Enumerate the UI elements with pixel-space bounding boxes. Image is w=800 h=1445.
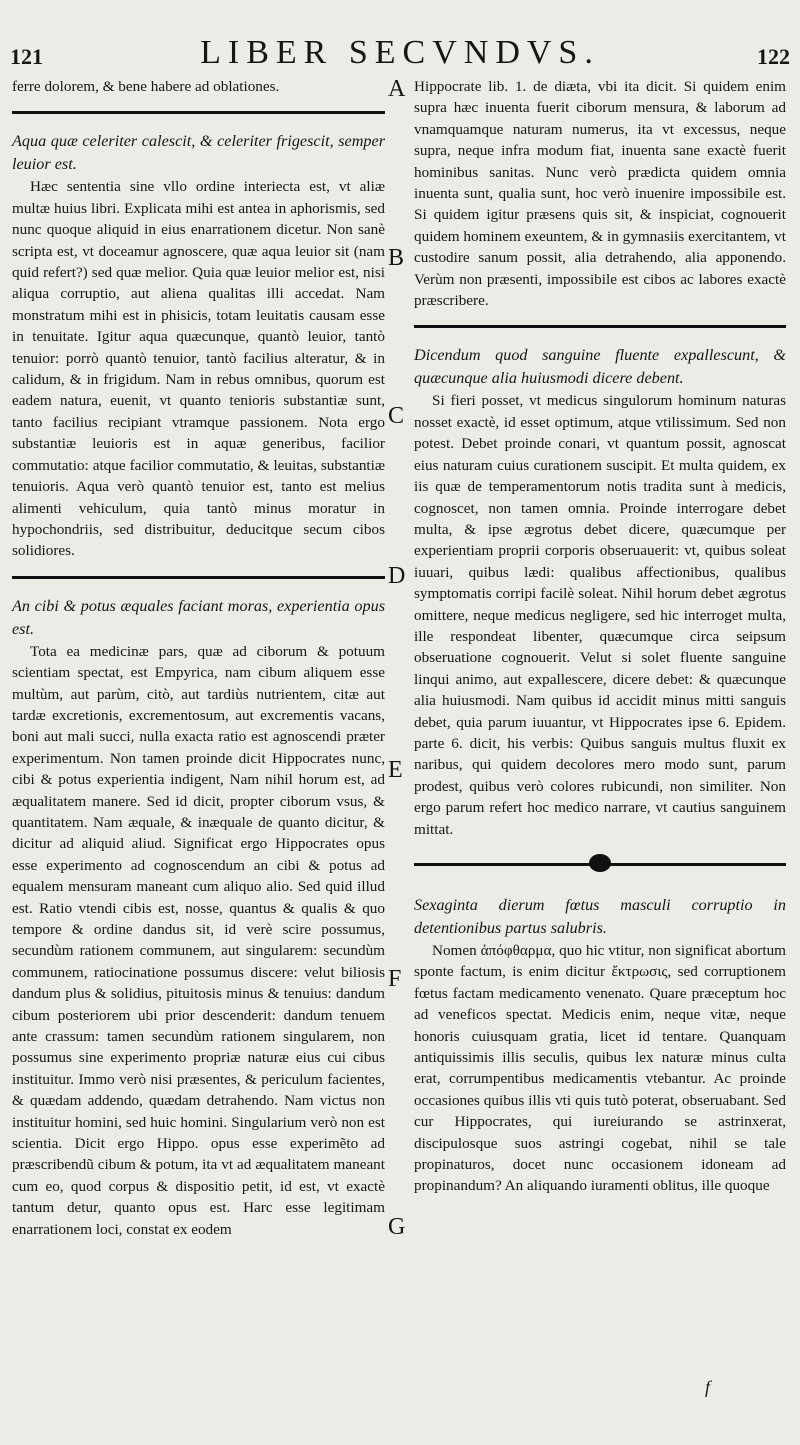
left-intro-line: ferre dolorem, & bene habere ad oblationes. [12, 78, 280, 95]
page-number-right: 122 [757, 44, 790, 69]
section-text: Nomen ἀπόφθαρμα, quo hic vtitur, non significat abortum sponte factum, is enim dicitur ἔκτρωσις, sed corruptionem fœtus factam medicamento venenato. Quare præceptum hoc ad veneficos spectat. Medicis enim, neque vitæ, neque honoris cuiusquam gratia, licet id tentare. Quanquam antiquissimis illis seculis, quibus lex naturæ minus culta erat, corrumpentibus medicamentis vtebantur. Ac proinde occasiones quibus illis vti quis tutò poterat, obseruabant. Sed cur Hippocrates, qui iureiurando se astrinxerat, discipulosque suos astringi cogebat, nihil se tale propinaturos, docet nunc occasionem idoneam ad propinandum? An aliquando iuramenti oblitus, ille quoque [414, 942, 786, 1195]
page-number-left: 121 [10, 44, 43, 69]
right-column [414, 76, 786, 1197]
section-text: Tota ea medicinæ pars, quæ ad ciborum & potuum scientiam spectat, est Empyrica, nam cibum aliquem esse multùm, aut parùm, citò, aut tardiùs nutrientem, citæ aut tardæ excretionis, excrementosum, aut excrementis vacans, boni aut mali succi, nulla exacta ratio est agnoscendi præter experimentum. Non tamen proinde dicit Hippocrates nunc, cibi & potus experientia indigent, Nam nihil horum est, ad æqualitatem manere. Sed id dicit, propter ciborum vsus, & quantitatem. Nam æquale, & inæquale de quanto dicitur, & dicitur ad aliquid aliud. Significat ergo Hippocrates opus esse experimento ad cognoscendum an cibi & potus ad equalem mensuram maneant cum aliquo alio. Sed quid illud est. Ratio vtendi cibis est, nosse, quantus & qualis & quo tempore & ordine dandus sit, id verè scire possumus, secundùm rationem communem, aut singularem: secundùm communem, ratiocinatione possumus discere: velut biliosis dandum plus & solidius, pituitosis minus & tenuius: dandum cibum posteriorem ubi prior descenderit: dandum tenuem ante crassum: tamen secundùm rationem singularem, non possumus sine experimento propriæ naturæ eius cui cibus instituitur. Immo verò nisi præsentes, & periculum facientes, & quædam addendo, quædam detrahendo. Nam victus non instituitur homini, sed huic homini. Singularium verò non est scientia. Dicit ergo Hippo. opus esse experimẽto ad præscribendũ cibum & potum, ita vt ad æqualitatem maneant cum eo, quod corpus & dispositio petit, id est, vt exactè tantum detur, quanto opus est. Harc esse legitimam enarrationem loci, constat ex eodem [12, 642, 385, 1238]
margin-letter: G [388, 1214, 406, 1240]
section-divider [414, 325, 786, 328]
running-title: LIBER SECVNDVS. [200, 34, 600, 71]
ornament-mark-icon [589, 854, 611, 872]
ornamental-divider [414, 852, 786, 876]
section-heading: Aqua quæ celeriter calescit, & celeriter frigescit, semper leuior est. [12, 132, 385, 174]
catchword: f [705, 1377, 711, 1397]
section-divider [12, 576, 385, 579]
section-divider [12, 111, 385, 114]
margin-letter: C [388, 403, 405, 429]
section-text: Hæc sententia sine vllo ordine interiecta est, vt aliæ multæ huius libri. Explicata mihi est antea in aphorismis, sed nunc quoque aliquid in eius enarrationem dicetur. Non sanè scripta est, vt doceamur agnoscere, quæ aqua leuior sit (nam quid refert?) sed quæ melior. Quia quæ leuior melior est, nisi aliqua corruptio, aut aliena qualitas illi accedat. Nam monstratum mihi est in phisicis, totam leuitatis causam esse in tenuitate. Igitur aqua quæcunque, quantò leuior, tantò tenuior: porrò quantò tenuior, tantò facilius alteratur, & in calidum, & in frigidum. Nam in rebus omnibus, quorum est eadem natura, euenit, vt quanto tenioris substantiæ sunt, tanto facilius recipiant vtramque passionem. Nota ergo substantiæ leuioris est in aquæ generibus, facilior commutatio: atque facilior commutatio, & leuitas, substantiæ tenuioris. Aqua verò quantò tenuior est, tanto est melius alimenti vehiculum, quia tantò minus moratur in hypochondriis, sed distribuitur, deducitque secum cibos solidiores. [12, 178, 385, 560]
section-heading: Sexaginta dierum fœtus masculi corruptio in detentionibus partus salubris. [414, 896, 786, 937]
margin-letter: E [388, 757, 403, 783]
page-header [10, 34, 790, 74]
margin-letter: F [388, 966, 402, 992]
section-heading: Dicendum quod sanguine fluente expallescunt, & quæcunque alia huiusmodi dicere debent. [414, 346, 786, 388]
margin-letter: B [388, 245, 405, 271]
margin-letter: A [388, 76, 406, 102]
left-column [12, 76, 385, 1240]
section-text: Si fieri posset, vt medicus singulorum hominum naturas nosset exactè, id esset optimum, atque vtilissimum. Sed non potest. Debet proinde conari, vt quantum possit, agnoscat eius naturam cuius curationem suscipit. Et multa quidem, ex iis quæ de temperamentorum notis tradita sunt à medicis, cognoscet, non tamen omnia. Proinde interrogare debet multa, & ipse ægrotus debet dicere, quæcumque per experientiam proprii corporis obseruauerit: vt, quibus soleat iuuari, quibus lædi: qualibus affectionibus, qualibus symptomatis corripi facilè soleat. Nihil horum debet ægrotus omittere, neque medicus negligere, sed hic interroget multa, ille respondeat libenter, quæcumque circa seipsum obseruatione cognouerit. Velut si solet fluente sanguine linqui animo, aut expallescere, dicere debet: & quæcunque alia huiusmodi. Nam quibus id accidit minus mitti sanguis debet, quia parum iuuantur, vt Hippocrates ipse 6. Epidem. parte 6. dicit, his verbis: Quibus sanguis multus fluxit ex naribus, qui quidem decolores mero modo sunt, parum prodest, quibus verò colores rubicundi, non similiter. Non ergo parum refert hoc medico narrare, vt cautius sanguinem mittat. [414, 392, 786, 838]
section-heading: An cibi & potus æquales faciant moras, experientia opus est. [12, 596, 385, 638]
margin-letter: D [388, 563, 406, 589]
right-intro-text: Hippocrate lib. 1. de diæta, vbi ita dicit. Si quidem enim supra hæc inuenta fuerit ciborum mensura, & laborum ad vnamquamque naturam numerus, ita vt excessus, neque supra, neque infra modum fiat, inuenta sane exactè fuerit hominibus sanitas. Nunc verò prædicta quidem omnia inuenta sunt, qualia sunt, hoc verò inuenire impossibile est. Si quidem igitur præsens quis sit, & inspiciat, cognouerit quidem hominem exeuntem, & in gymnasiis exercitantem, vt custodire sanum possit, alia detrahendo, alia apponendo. Verùm non præsenti, impossibile est cibos ac labores exactè præscribere. [414, 78, 786, 310]
